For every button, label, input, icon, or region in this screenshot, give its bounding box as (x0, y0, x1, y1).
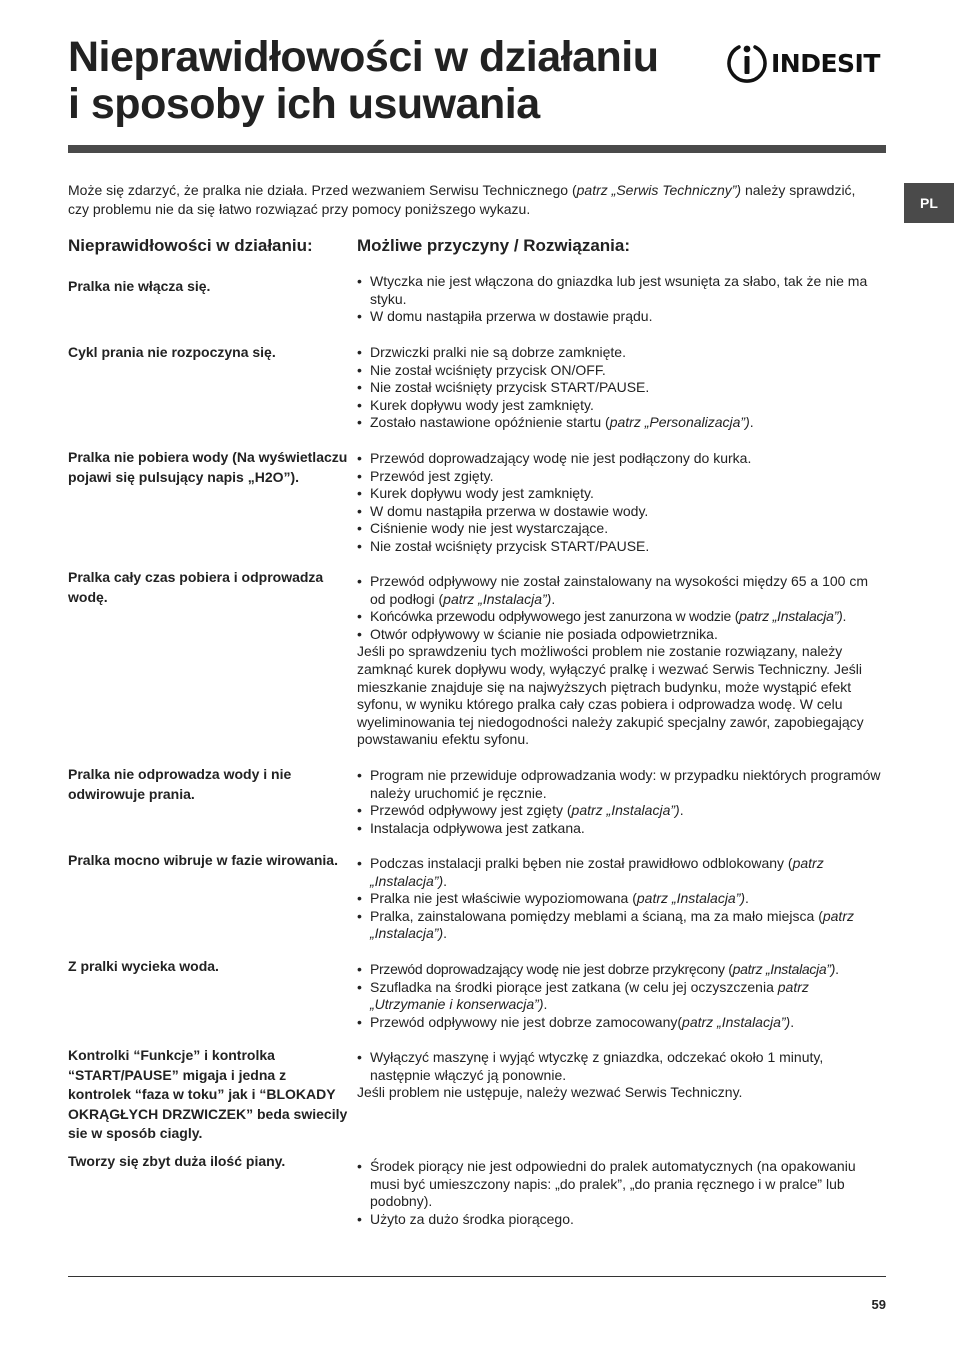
solution-item: • Podczas instalacji pralki bęben nie został prawidłowo odblokowany (patrz „Instalacja”). (357, 855, 887, 890)
solution-item: • Przewód odpływowy nie jest dobrze zamocowany(patrz „Instalacja”). (357, 1014, 887, 1032)
solution-item: • Nie został wciśnięty przycisk START/PAUSE. (357, 538, 887, 556)
title-line-2: i sposoby ich usuwania (68, 80, 540, 128)
solution-item: • Przewód doprowadzający wodę nie jest podłączony do kurka. (357, 450, 887, 468)
solution-item: • Wtyczka nie jest włączona do gniazdka lub jest wsunięta za słabo, tak że nie ma styku. (357, 273, 887, 308)
solution-item: • Nie został wciśnięty przycisk START/PAUSE. (357, 379, 887, 397)
column-header-problems: Nieprawidłowości w działaniu: (68, 236, 313, 255)
page-number: 59 (871, 1297, 886, 1312)
solution-block (357, 573, 887, 749)
solution-item: • Zostało nastawione opóźnienie startu (patrz „Personalizacja”). (357, 414, 887, 432)
solution-block (357, 450, 887, 556)
column-header-solutions: Możliwe przyczyny / Rozwiązania: (357, 236, 631, 255)
solution-block (357, 1158, 887, 1228)
solution-item: • Pralka nie jest właściwie wypoziomowana (patrz „Instalacja”). (357, 890, 887, 908)
solution-block (357, 855, 887, 943)
solution-item: • Środek piorący nie jest odpowiedni do pralek automatycznych (na opakowaniu musi być umieszczony napis: „do pralek”, „do prania ręcznego i w pralce” lub podobny). (357, 1158, 887, 1211)
solution-item: • Ciśnienie wody nie jest wystarczające. (357, 520, 887, 538)
intro-paragraph: Może się zdarzyć, że pralka nie działa. Przed wezwaniem Serwisu Technicznego (patrz „Serwis Techniczny”) należy sprawdzić, czy problemu nie da się łatwo rozwiązać przy pomocy poniższego wykazu. (68, 182, 856, 217)
solution-item: • Przewód jest zgięty. (357, 468, 887, 486)
problem-label: Kontrolki “Funkcje” i kontrolka “START/PAUSE” migaja i jedna z kontrolek “faza w toku” jak i “BLOKADY OKRĄGŁYCH DRZWICZEK” beda swiecily sie w sposób ciagly. (68, 1047, 348, 1141)
solution-item: • Nie został wciśnięty przycisk ON/OFF. (357, 362, 887, 380)
brand-logo (726, 41, 888, 85)
solution-block (357, 961, 887, 1031)
footer-divider (68, 1276, 886, 1277)
solution-item: • W domu nastąpiła przerwa w dostawie prądu. (357, 308, 887, 326)
solution-item: • Program nie przewiduje odprowadzania wody: w przypadku niektórych programów należy uruchomić je ręcznie. (357, 767, 887, 802)
problem-label: Z pralki wycieka woda. (68, 958, 219, 974)
solution-item: • Kurek dopływu wody jest zamknięty. (357, 397, 887, 415)
brand-name: INDESIT (771, 48, 880, 78)
title-divider (68, 145, 886, 153)
intro-reference: patrz „Serwis Techniczny”) (576, 182, 742, 198)
solution-note: Jeśli po sprawdzeniu tych możliwości problem nie zostanie rozwiązany, należy zamknąć kurek dopływu wody, wyłączyć pralkę i wezwać Serwis Techniczny. Jeśli mieszkanie znajduje się na najwyższych piętrach budynku, może wystąpić efekt syfonu, w wyniku którego pralka cały czas pobiera i odprowadza wodę. W celu wyeliminowania tej niedogodności należy zakupić specjalny zawór, zapobiegający powstawaniu efektu syfonu. (357, 643, 864, 748)
problem-label: Pralka nie włącza się. (68, 278, 211, 294)
language-tab: PL (904, 183, 954, 223)
solution-item: • W domu nastąpiła przerwa w dostawie wody. (357, 503, 887, 521)
solution-item: • Wyłączyć maszynę i wyjąć wtyczkę z gniazdka, odczekać około 1 minuty, następnie włączyć ją ponownie. (357, 1049, 887, 1084)
solution-block (357, 767, 887, 837)
solution-item: • Przewód odpływowy nie został zainstalowany na wysokości między 65 a 100 cm od podłogi (patrz „Instalacja”). (357, 573, 887, 608)
solution-block (357, 344, 887, 432)
solution-item: • Końcówka przewodu odpływowego jest zanurzona w wodzie (patrz „Instalacja”). (357, 608, 887, 626)
solution-item: • Kurek dopływu wody jest zamknięty. (357, 485, 887, 503)
solution-block (357, 1049, 887, 1102)
problem-label: Pralka cały czas pobiera i odprowadza wodę. (68, 569, 324, 605)
solution-item: • Instalacja odpływowa jest zatkana. (357, 820, 887, 838)
solution-block (357, 273, 887, 326)
problem-label: Tworzy się zbyt duża ilość piany. (68, 1153, 286, 1169)
indesit-i-icon (726, 41, 768, 85)
solution-item: • Użyto za dużo środka piorącego. (357, 1211, 887, 1229)
problem-label: Pralka nie odprowadza wody i nie odwirowuje prania. (68, 766, 292, 802)
problem-label: Pralka nie pobiera wody (Na wyświetlaczu pojawi się pulsujący napis „H2O”). (68, 449, 348, 485)
problem-label: Cykl prania nie rozpoczyna się. (68, 344, 276, 360)
solution-note: Jeśli problem nie ustępuje, należy wezwać Serwis Techniczny. (357, 1084, 743, 1101)
title-line-1: Nieprawidłowości w działaniu (68, 33, 659, 81)
solution-item: • Otwór odpływowy w ścianie nie posiada odpowietrznika. (357, 626, 887, 644)
solution-item: • Przewód odpływowy jest zgięty (patrz „Instalacja”). (357, 802, 887, 820)
solution-item: • Szufladka na środki piorące jest zatkana (w celu jej oczyszczenia patrz „Utrzymanie i konserwacja”). (357, 979, 887, 1014)
solution-item: • Przewód doprowadzający wodę nie jest dobrze przykręcony (patrz „Instalacja”). (357, 961, 887, 979)
page-title (68, 34, 659, 128)
problem-label: Pralka mocno wibruje w fazie wirowania. (68, 852, 338, 868)
solution-item: • Pralka, zainstalowana pomiędzy meblami a ścianą, ma za mało miejsca (patrz „Instalacja”). (357, 908, 887, 943)
solution-item: • Drzwiczki pralki nie są dobrze zamknięte. (357, 344, 887, 362)
